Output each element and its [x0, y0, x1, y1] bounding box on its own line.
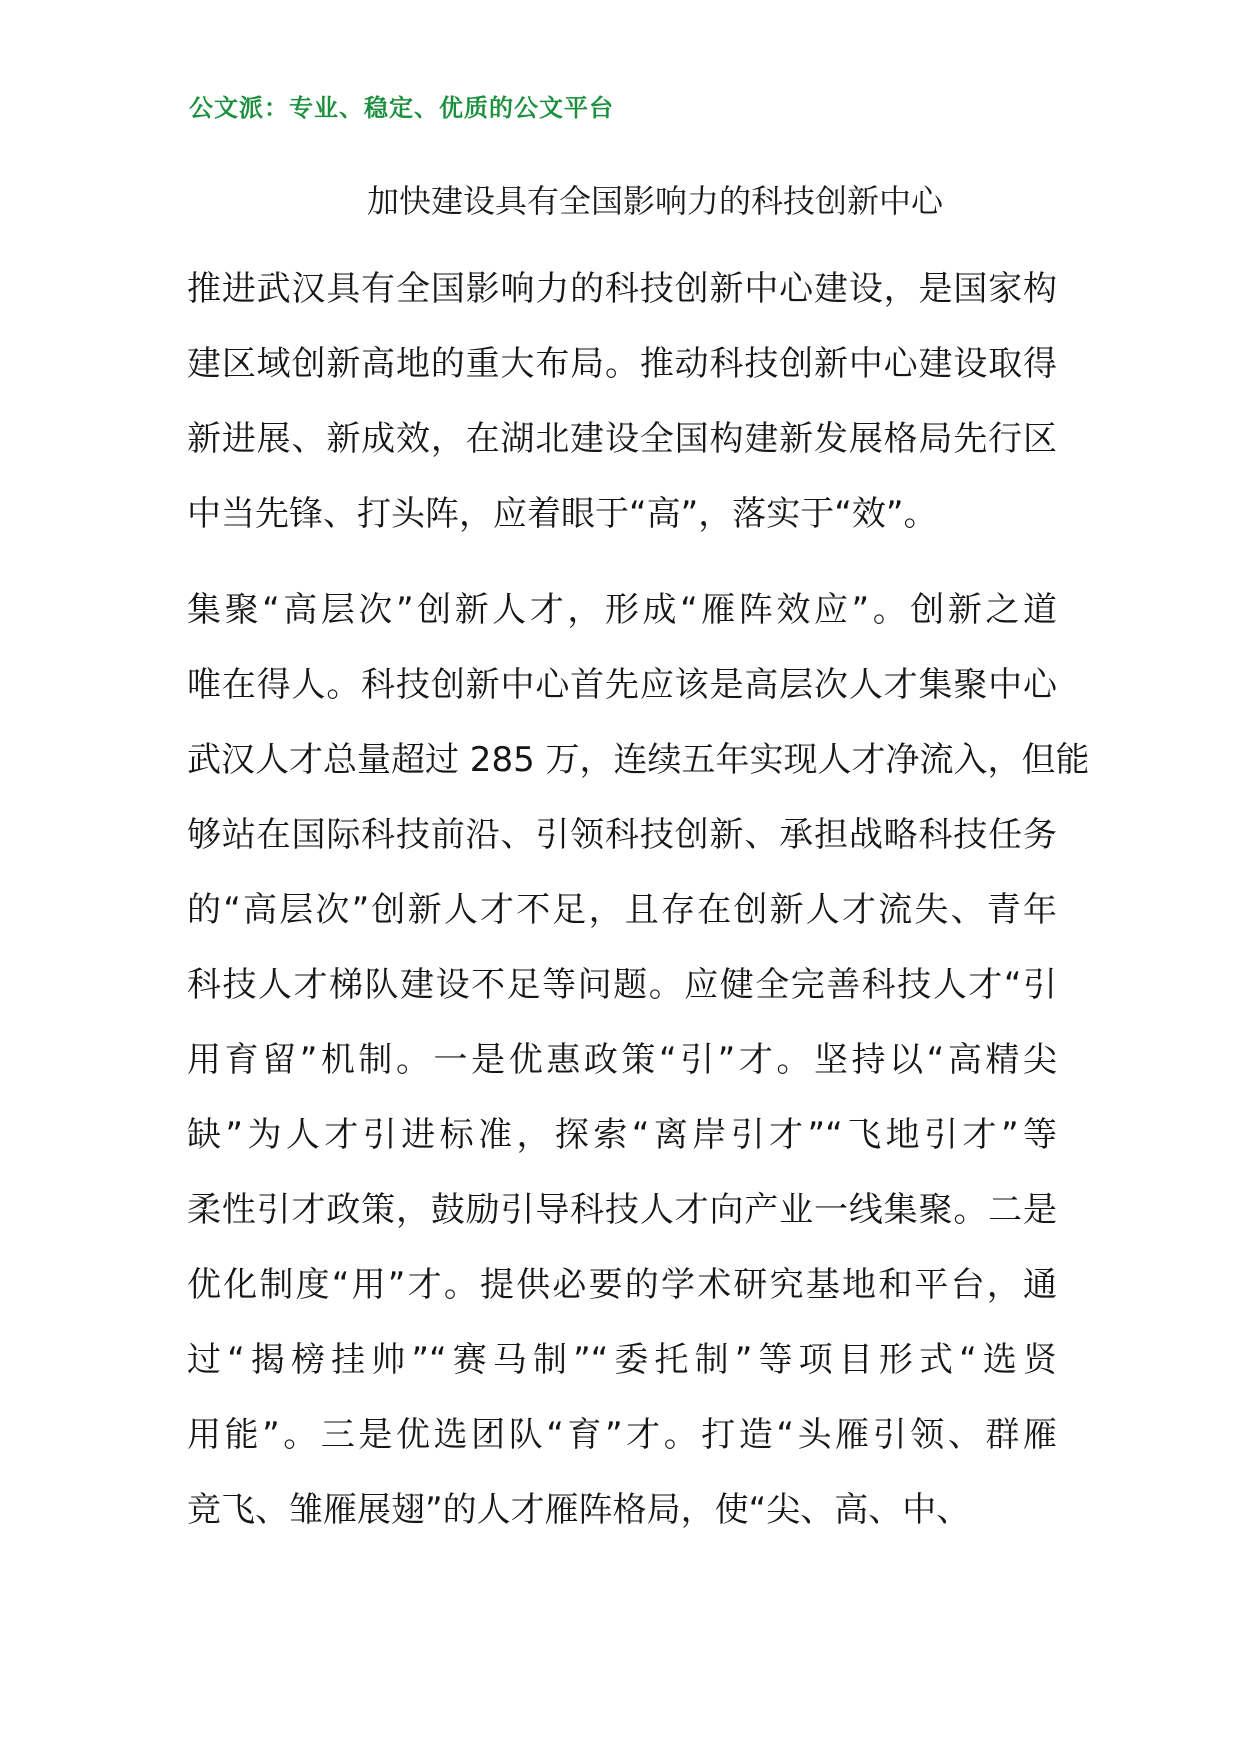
- paragraph-line: 科技人才梯队建设不足等问题。应健全完善科技人才“引: [187, 965, 1057, 1005]
- paragraph-line: 缺”为人才引进标准，探索“离岸引才”“飞地引才”等: [187, 1115, 1057, 1155]
- paragraph-line: 的“高层次”创新人才不足，且存在创新人才流失、青年: [187, 890, 1057, 930]
- paragraph-line: 过“揭榜挂帅”“赛马制”“委托制”等项目形式“选贤: [187, 1340, 1057, 1380]
- document-title: 加快建设具有全国影响力的科技创新中心: [366, 182, 943, 220]
- paragraph-line: 用育留”机制。一是优惠政策“引”才。坚持以“高精尖: [187, 1040, 1057, 1080]
- paragraph-line: 优化制度“用”才。提供必要的学术研究基地和平台，通: [187, 1265, 1057, 1305]
- site-tagline: 公文派：专业、稳定、优质的公文平台: [189, 94, 614, 122]
- paragraph-talent: [187, 573, 1090, 1548]
- paragraph-line: 柔性引才政策，鼓励引导科技人才向产业一线集聚。二是: [187, 1190, 1057, 1230]
- paragraph-line: 集聚“高层次”创新人才，形成“雁阵效应”。创新之道: [187, 590, 1057, 630]
- paragraph-line: 武汉人才总量超过 285 万，连续五年实现人才净流入，但能: [187, 740, 1090, 780]
- paragraph-line: 中当先锋、打头阵，应着眼于“高”，落实于“效”。: [187, 494, 938, 534]
- paragraph-line: 唯在得人。科技创新中心首先应该是高层次人才集聚中心: [187, 665, 1057, 705]
- paragraph-line: 新进展、新成效，在湖北建设全国构建新发展格局先行区: [187, 419, 1057, 459]
- paragraph-line: 用能”。三是优选团队“育”才。打造“头雁引领、群雁: [187, 1415, 1057, 1455]
- paragraph-line: 建区域创新高地的重大布局。推动科技创新中心建设取得: [187, 344, 1057, 384]
- paragraph-line: 竞飞、雏雁展翅”的人才雁阵格局，使“尖、高、中、: [187, 1490, 971, 1530]
- paragraph-line: 够站在国际科技前沿、引领科技创新、承担战略科技任务: [187, 815, 1057, 855]
- paragraph-line: 推进武汉具有全国影响力的科技创新中心建设，是国家构: [187, 269, 1057, 309]
- paragraph-intro: [187, 252, 1057, 552]
